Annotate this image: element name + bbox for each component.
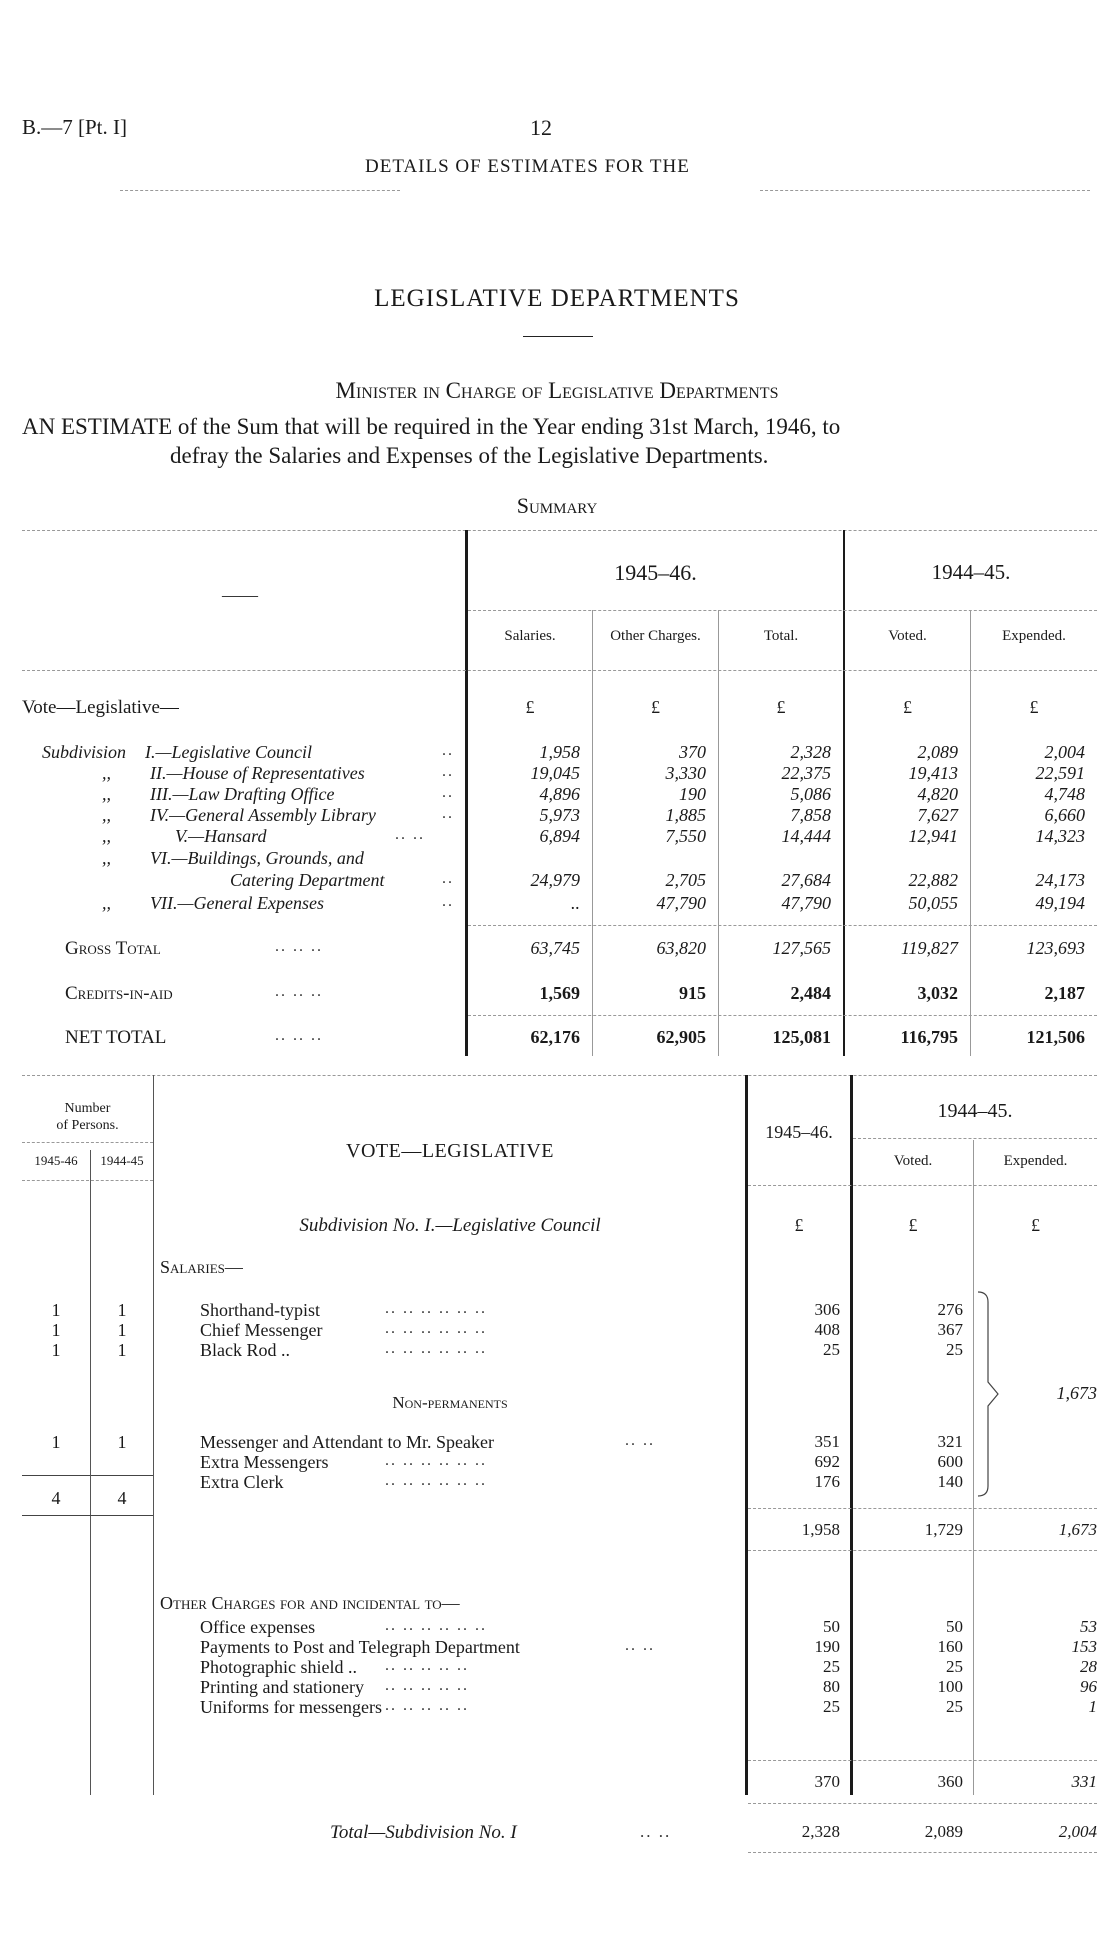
detail-cell-voted: 50 [946,1617,963,1636]
detail-cell-current: 408 [814,1320,840,1339]
credits-in-aid-row-cell-total: 2,484 [790,983,831,1003]
summary-cell-expended: 6,660 [1044,805,1085,825]
salaries-expended-bracket-value: 1,673 [1056,1383,1097,1403]
detail-row-label: Photographic shield .. [200,1657,357,1677]
summary-cell-other-charges: 3,330 [665,763,706,783]
summary-row-leader: .. [442,893,454,910]
total-subdivision-voted: 2,089 [924,1822,963,1841]
persons-1945: 1 [51,1340,61,1360]
summary-cell-other-charges: 7,550 [665,826,706,846]
summary-row-prefix: ,, [102,763,111,783]
persons-total-rule-1 [22,1475,90,1476]
detail-row-label: Payments to Post and Telegraph Department [200,1637,520,1657]
other-subtotal-voted: 360 [937,1772,963,1791]
summary-cell-voted: 12,941 [908,826,958,846]
detail-expended-header: Expended. [1003,1153,1068,1169]
detail-row-leader: .. .. .. .. .. .. [385,1472,487,1489]
net-total-row-cell-other-charges: 62,905 [656,1027,706,1047]
detail-currency-expended: £ [1031,1215,1040,1235]
summary-currency-expended: £ [1029,697,1039,717]
summary-row-label: VII.—General Expenses [150,893,324,913]
summary-row-label: I.—Legislative Council [145,742,312,762]
detail-row-leader: .. .. [625,1432,655,1449]
other-subtotal-current: 370 [814,1772,840,1791]
total-subdivision-bottom-rule [748,1852,1097,1853]
net-total-row-cell-expended: 121,506 [1026,1027,1085,1047]
summary-currency-total: £ [776,697,786,717]
summary-cell-expended: 14,323 [1035,826,1085,846]
other-subtotal-bottom-rule [748,1803,1097,1804]
persons-year-rule [22,1180,153,1181]
summary-row-label: III.—Law Drafting Office [150,784,335,804]
net-total-rule [468,1015,1097,1016]
section-title: LEGISLATIVE DEPARTMENTS [374,285,740,312]
summary-row-label: VI.—Buildings, Grounds, and [150,848,364,868]
summary-title: Summary [516,493,598,518]
detail-cell-voted: 321 [937,1432,963,1451]
persons-1944: 1 [117,1340,127,1360]
detail-cell-voted: 367 [937,1320,963,1339]
gross-total-row-cell-other-charges: 63,820 [656,938,706,958]
other-charges-heading: Other Charges for and incidental to— [160,1593,460,1613]
summary-cell-expended: 49,194 [1035,893,1085,913]
detail-row-label: Extra Clerk [200,1472,284,1492]
summary-year-current: 1945–46. [614,560,697,585]
detail-cell-current: 25 [823,1340,840,1359]
subdivision-title: Subdivision No. I.—Legislative Council [299,1215,601,1236]
total-subdivision-expended: 2,004 [1058,1822,1097,1841]
summary-cell-voted: 50,055 [908,893,958,913]
gross-total-row-cell-total: 127,565 [772,938,831,958]
other-subtotal-expended: 331 [1071,1772,1097,1791]
salaries-subtotal-rule [748,1508,1097,1509]
net-total-row-label: NET TOTAL [65,1027,167,1048]
detail-row-leader: .. .. .. .. .. [385,1697,469,1714]
title-rule [523,336,593,337]
credits-in-aid-row-cell-expended: 2,187 [1044,983,1085,1003]
credits-in-aid-row-label: Credits-in-aid [65,983,173,1004]
persons-1945: 1 [51,1300,61,1320]
detail-row-leader: .. .. [625,1637,655,1654]
detail-cell-expended: 153 [1071,1637,1097,1656]
page-number: 12 [530,115,552,140]
other-subtotal-rule [748,1760,1097,1761]
document-reference: B.—7 [Pt. I] [22,115,127,139]
summary-header-rule [22,670,1097,671]
net-total-row-cell-total: 125,081 [772,1027,831,1047]
summary-cell-voted: 22,882 [908,870,958,890]
summary-cell-voted: 2,089 [917,742,958,762]
detail-voted-header: Voted. [893,1153,933,1169]
net-total-row-cell-salaries: 62,176 [530,1027,580,1047]
detail-cell-current: 25 [823,1657,840,1676]
summary-year-rule [468,610,1097,611]
detail-row-leader: .. .. .. .. .. .. [385,1617,487,1634]
detail-row-label: Printing and stationery [200,1677,364,1697]
estimate-line-2-text: defray the Salaries and Expenses of the Legislative Departments. [170,443,769,468]
detail-row-label: Extra Messengers [200,1452,329,1472]
detail-row-label: Chief Messenger [200,1320,323,1340]
gross-total-row-cell-salaries: 63,745 [530,938,580,958]
detail-cell-voted: 100 [937,1677,963,1696]
summary-cell-expended: 22,591 [1035,763,1085,783]
summary-row-prefix: ,, [102,893,111,913]
detail-cell-voted: 276 [937,1300,963,1319]
detail-currency-voted: £ [908,1215,918,1235]
salaries-subtotal-bottom-rule [748,1550,1097,1551]
summary-cell-salaries: 6,894 [539,826,580,846]
gross-total-rule [468,925,1097,926]
summary-row-prefix: ,, [102,784,111,804]
detail-row-leader: .. .. .. .. .. .. [385,1452,487,1469]
detail-cell-expended: 1 [1088,1697,1097,1716]
summary-cell-other-charges: 47,790 [656,893,706,913]
summary-row-prefix: ,, [102,848,111,868]
gross-total-row-leader: .. .. .. [275,938,323,955]
summary-cell-salaries: 4,896 [539,784,580,804]
persons-1945: 1 [51,1432,61,1452]
detail-row-label: Uniforms for messengers [200,1697,382,1717]
summary-col-header-total: Total. [763,628,799,644]
detail-cell-current: 351 [814,1432,840,1451]
running-title: DETAILS OF ESTIMATES FOR THE [365,156,690,177]
summary-col-header-expended: Expended. [1002,628,1066,644]
salaries-subtotal-expended: 1,673 [1058,1520,1097,1539]
detail-cell-current: 306 [814,1300,840,1319]
summary-cell-salaries: .. [571,893,580,913]
detail-cell-voted: 25 [946,1697,963,1716]
summary-stub-dash: —— [222,585,258,605]
persons-1944: 1 [117,1300,127,1320]
summary-cell-expended: 24,173 [1035,870,1085,890]
persons-header-line-2: of Persons. [56,1118,119,1133]
estimate-line-1: AN ESTIMATE of the Sum that will be required in the Year ending 31st March, 1946, to [22,414,841,439]
summary-row-label: V.—Hansard [175,826,267,846]
salaries-subtotal-current: 1,958 [801,1520,840,1539]
total-subdivision-label: Total—Subdivision No. I [330,1822,517,1843]
minister-heading: Minister in Charge of Legislative Departments [335,378,779,403]
persons-header [22,1100,153,1134]
detail-cell-voted: 160 [937,1637,963,1656]
detail-top-rule [22,1075,1097,1076]
detail-cell-current: 25 [823,1697,840,1716]
persons-1944: 1 [117,1320,127,1340]
summary-row-leader: .. [442,784,454,801]
summary-cell-other-charges: 370 [679,742,706,762]
detail-row-label: Black Rod .. [200,1340,290,1360]
credits-in-aid-row-leader: .. .. .. [275,983,323,1000]
detail-currency-current: £ [794,1215,804,1235]
detail-cell-expended: 96 [1080,1677,1097,1696]
summary-cell-salaries: 5,973 [539,805,580,825]
summary-cell-salaries: 1,958 [539,742,580,762]
net-total-row-cell-voted: 116,795 [900,1027,958,1047]
persons-1944: 1 [117,1432,127,1452]
summary-row-leader: .. [442,763,454,780]
summary-cell-voted: 4,820 [917,784,958,804]
persons-header-line-1: Number [64,1101,111,1116]
summary-row-leader: .. [442,805,454,822]
detail-year-previous: 1944–45. [937,1100,1013,1122]
detail-row-label: Messenger and Attendant to Mr. Speaker [200,1432,494,1452]
persons-1945: 1 [51,1320,61,1340]
summary-cell-total: 47,790 [781,893,831,913]
header-rule-right [760,190,1090,191]
summary-cell-total: 7,858 [790,805,831,825]
detail-year-rule [853,1138,1097,1139]
detail-header-rule [748,1185,1097,1186]
summary-cell-total: 2,328 [790,742,831,762]
detail-cell-current: 176 [814,1472,840,1491]
persons-total-rule-2 [91,1475,153,1476]
detail-row-label: Shorthand-typist [200,1300,320,1320]
persons-total-1945: 4 [51,1488,61,1508]
estimate-line-2 [170,443,768,469]
summary-col-header-salaries: Salaries. [504,628,556,644]
salaries-brace [976,1290,1006,1498]
summary-col-header-other-charges: Other Charges. [610,628,701,644]
detail-cell-current: 190 [814,1637,840,1656]
detail-row-leader: .. .. .. .. .. .. [385,1300,487,1317]
gross-total-row-label: Gross Total [65,938,161,959]
non-permanents-heading: Non-permanents [392,1393,508,1412]
credits-in-aid-row-cell-voted: 3,032 [917,983,958,1003]
detail-cell-current: 50 [823,1617,840,1636]
detail-vrule-persons-mid [90,1150,91,1795]
summary-cell-voted: 19,413 [908,763,958,783]
summary-row-leader: .. [442,870,454,887]
credits-in-aid-row-cell-salaries: 1,569 [539,983,580,1003]
salaries-heading: Salaries— [160,1257,243,1277]
detail-row-label: Office expenses [200,1617,316,1637]
detail-cell-expended: 53 [1080,1617,1097,1636]
summary-cell-total: 27,684 [781,870,831,890]
summary-row-prefix: ,, [102,826,111,846]
net-total-row-leader: .. .. .. [275,1027,323,1044]
summary-row-leader: .. [442,742,454,759]
summary-row-label-continued: Catering Department [230,870,385,890]
persons-year-1945: 1945-46 [34,1153,78,1168]
persons-year-1944: 1944-45 [100,1153,144,1168]
detail-row-leader: .. .. .. .. .. .. [385,1320,487,1337]
detail-cell-current: 80 [823,1677,840,1696]
summary-cell-voted: 7,627 [917,805,958,825]
detail-row-leader: .. .. .. .. .. .. [385,1340,487,1357]
total-subdivision-current: 2,328 [801,1822,840,1841]
persons-header-rule [22,1142,153,1143]
summary-cell-other-charges: 2,705 [665,870,706,890]
credits-in-aid-row-cell-other-charges: 915 [679,983,706,1003]
summary-cell-total: 22,375 [781,763,831,783]
gross-total-row-cell-expended: 123,693 [1026,938,1085,958]
detail-vrule-persons [153,1075,154,1795]
detail-row-leader: .. .. .. .. .. [385,1657,469,1674]
summary-cell-total: 14,444 [781,826,831,846]
summary-top-rule [22,530,1097,531]
detail-cell-voted: 25 [946,1657,963,1676]
total-subdivision-leader: .. .. [640,1822,672,1841]
summary-row-label: II.—House of Representatives [150,763,365,783]
detail-cell-current: 692 [814,1452,840,1471]
detail-cell-expended: 28 [1080,1657,1097,1676]
summary-row-prefix: Subdivision [42,742,126,762]
summary-cell-salaries: 19,045 [530,763,580,783]
persons-total-1944: 4 [117,1488,127,1508]
summary-year-previous: 1944–45. [931,560,1011,584]
summary-currency-salaries: £ [525,697,535,717]
summary-cell-other-charges: 190 [679,784,706,804]
detail-cell-voted: 140 [937,1472,963,1491]
persons-total-bottom-rule [22,1515,153,1516]
summary-cell-total: 5,086 [790,784,831,804]
summary-row-prefix: ,, [102,805,111,825]
summary-col-header-voted: Voted. [888,628,927,644]
summary-cell-expended: 4,748 [1044,784,1085,804]
detail-cell-voted: 600 [937,1452,963,1471]
gross-total-row-cell-voted: 119,827 [900,938,958,958]
summary-currency-other-charges: £ [651,697,660,717]
vote-title: VOTE—LEGISLATIVE [346,1140,554,1162]
detail-row-leader: .. .. .. .. .. [385,1677,469,1694]
vote-label: Vote—Legislative— [22,697,179,718]
summary-currency-voted: £ [903,697,912,717]
summary-cell-other-charges: 1,885 [665,805,706,825]
detail-cell-voted: 25 [946,1340,963,1359]
summary-cell-salaries: 24,979 [530,870,580,890]
summary-row-leader: .. .. [395,826,425,843]
header-rule-left [120,190,400,191]
summary-cell-expended: 2,004 [1044,742,1085,762]
summary-row-label: IV.—General Assembly Library [150,805,376,825]
salaries-subtotal-voted: 1,729 [924,1520,963,1539]
detail-year-current: 1945–46. [765,1122,833,1142]
